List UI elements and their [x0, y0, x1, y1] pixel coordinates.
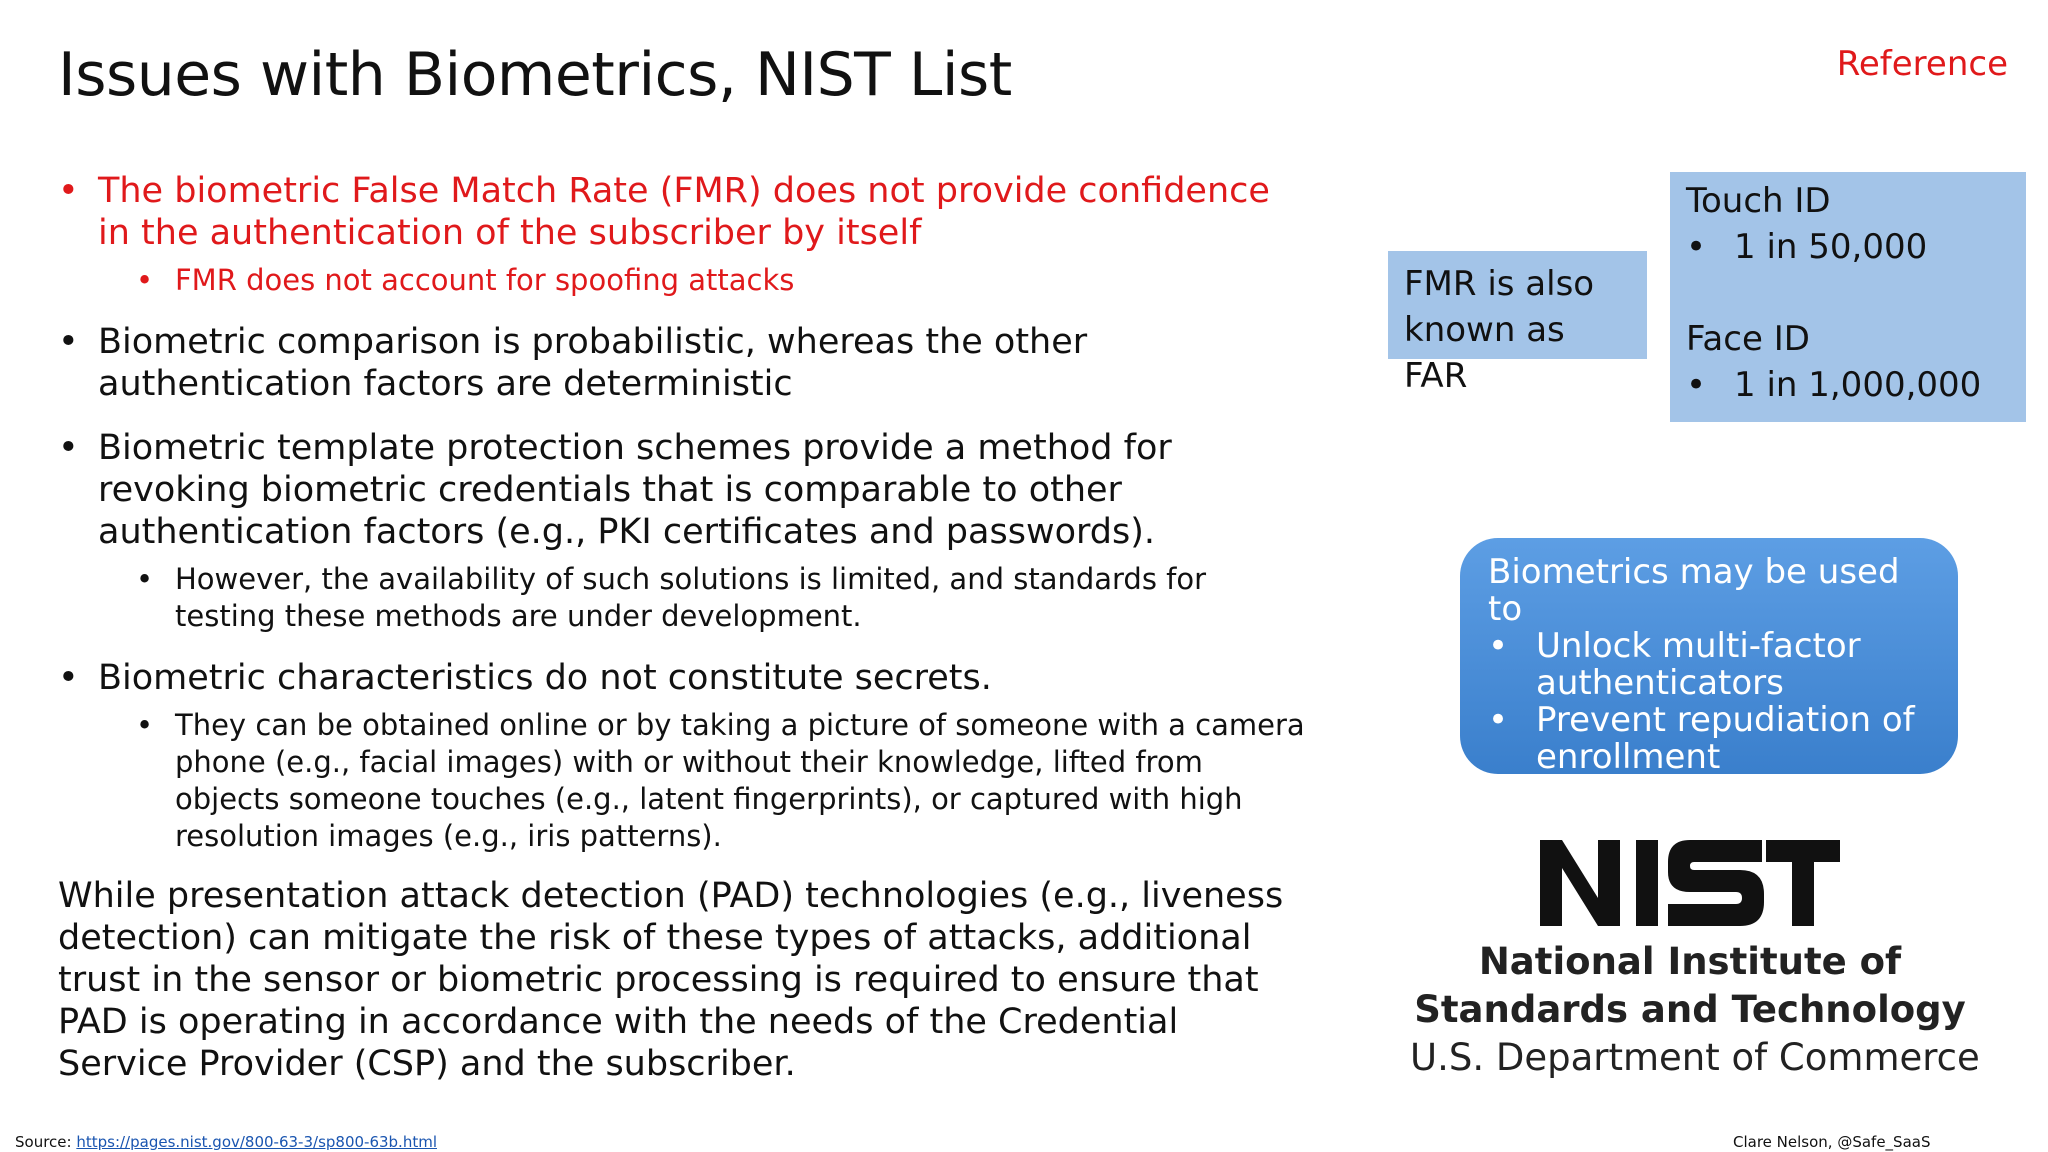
author-credit: Clare Nelson, @Safe_SaaS [1733, 1133, 1931, 1151]
bullet-dot: • [1488, 626, 1509, 666]
bullet-dot: • [1686, 365, 1707, 405]
bullet-dot: • [1488, 700, 1509, 740]
biometrics-use-item1-text: Unlock multi-factor authenticators [1536, 626, 1861, 703]
bullet-fmr [58, 170, 1308, 254]
sub-bullet-template-text: However, the availability of such solutions is limited, and standards for testing these methods are under development. [175, 562, 1207, 633]
touch-id-label: Touch ID [1686, 181, 1831, 221]
fmr-callout-line1: FMR is also [1404, 264, 1595, 304]
bullet-dot: • [58, 322, 79, 362]
bullet-probabilistic [58, 321, 1308, 405]
reference-label: Reference [1836, 44, 2008, 84]
biometrics-use-item [1488, 628, 1930, 702]
bullet-secrets-text: Biometric characteristics do not constitute secrets. [98, 658, 992, 698]
nist-logo-line2: Standards and Technology [1414, 988, 1966, 1031]
sub-bullet-secrets-text: They can be obtained online or by taking a picture of someone with a camera phone (e.g., facial images) with or without their knowledge, lifted from objects someone touches (e.g., latent fingerprints), or captured with high resolution images (e.g., iris patterns). [175, 708, 1305, 853]
bullet-dot: • [1686, 227, 1707, 267]
sub-bullet-dot: • [136, 263, 154, 297]
sub-bullet-fmr [58, 262, 1308, 299]
source-footer [15, 1133, 437, 1151]
biometrics-use-item2-text: Prevent repudiation of enrollment [1536, 700, 1915, 777]
spacer [1686, 270, 2010, 316]
face-id-label: Face ID [1686, 319, 1810, 359]
nist-logo [1410, 836, 1980, 1086]
slide-title: Issues with Biometrics, NIST List [58, 40, 1012, 110]
sub-bullet-dot: • [136, 708, 154, 742]
bullet-probabilistic-text: Biometric comparison is probabilistic, whereas the other authentication factors are deterministic [98, 322, 1088, 404]
sub-bullet-dot: • [136, 562, 154, 596]
source-label: Source: [15, 1133, 77, 1151]
nist-wordmark-icon [1540, 836, 1840, 928]
face-id-value: 1 in 1,000,000 [1734, 365, 1982, 405]
touch-id-value: 1 in 50,000 [1734, 227, 1928, 267]
bullet-dot: • [58, 658, 79, 698]
id-rates-box [1670, 172, 2026, 422]
biometrics-use-item [1488, 702, 1930, 776]
pad-paragraph: While presentation attack detection (PAD) technologies (e.g., liveness detection) can mitigate the risk of these types of attacks, additional trust in the sensor or biometric processing is required to ensure that PAD is operating in accordance with the needs of the Credential Service Provider (CSP) and the subscriber. [58, 876, 1284, 1084]
bullet-dot: • [58, 428, 79, 468]
nist-logo-line1: National Institute of [1478, 940, 1902, 983]
bullet-secrets [58, 657, 1308, 699]
sub-bullet-template [58, 561, 1308, 635]
touch-id-item [1686, 224, 2010, 270]
source-link[interactable]: https://pages.nist.gov/800-63-3/sp800-63b.html [76, 1133, 437, 1151]
fmr-callout [1388, 251, 1647, 396]
main-content [58, 170, 1308, 1085]
biometrics-use-heading: Biometrics may be used to [1488, 552, 1900, 629]
biometrics-use-callout [1460, 538, 1958, 777]
bullet-template-text: Biometric template protection schemes provide a method for revoking biometric credentials that is comparable to other authentication factors (e.g., PKI certificates and passwords). [98, 428, 1172, 552]
sub-bullet-fmr-text: FMR does not account for spoofing attacks [175, 263, 795, 297]
sub-bullet-secrets [58, 707, 1308, 855]
fmr-callout-line2: known as FAR [1404, 310, 1565, 396]
bullet-dot: • [58, 171, 79, 211]
bullet-fmr-text: The biometric False Match Rate (FMR) does not provide confidence in the authentication of the subscriber by itself [98, 171, 1270, 253]
bullet-template [58, 427, 1308, 553]
face-id-item [1686, 362, 2010, 408]
nist-logo-line3: U.S. Department of Commerce [1410, 1036, 1980, 1079]
